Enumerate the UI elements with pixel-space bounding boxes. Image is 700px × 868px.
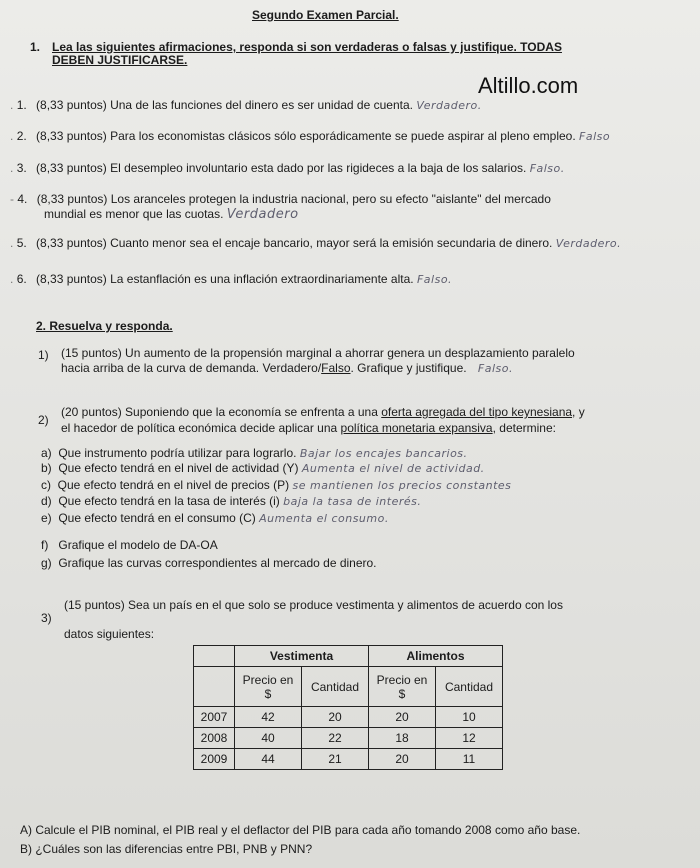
handwritten-answer: se mantienen los precios constantes — [292, 479, 512, 492]
list-item: . 1. (8,33 puntos) Una de las funciones del dinero es ser unidad de cuenta. Verdadero. — [10, 98, 482, 112]
table-cell: 42 — [235, 707, 302, 728]
handwritten-answer: Falso. — [529, 162, 565, 175]
handwritten-answer: Verdadero — [226, 207, 299, 222]
item-text: (8,33 puntos) El desempleo involuntario esta dado por las rigideces a la baja de los salarios. — [36, 161, 527, 175]
list-item: . 5. (8,33 puntos) Cuanto menor sea el encaje bancario, mayor será la emisión secundaria de dinero. Verdadero. — [10, 236, 622, 250]
table-cell: 20 — [369, 749, 436, 770]
item-number: 5. — [16, 236, 27, 250]
question-1-line2: hacia arriba de la curva de demanda. Verdadero/Falso. Grafique y justifique. Falso. — [61, 361, 514, 375]
item-text: (8,33 puntos) Cuanto menor sea el encaje bancario, mayor será la emisión secundaria de dinero. — [36, 236, 553, 250]
question-2-number: 2) — [38, 413, 49, 427]
item-text-line2: mundial es menor que las cuotas. — [44, 207, 224, 221]
subitem-c: c) Que efecto tendrá en el nivel de precios (P) se mantienen los precios constantes — [41, 478, 512, 492]
subitem-f: f) Grafique el modelo de DA-OA — [41, 538, 218, 552]
table-row — [194, 749, 503, 770]
question-2-line2: el hacedor de política económica decide aplicar una política monetaria expansiva, determine: — [61, 421, 556, 435]
question-1-line1: (15 puntos) Un aumento de la propensión marginal a ahorrar genera un desplazamiento paralelo — [61, 346, 575, 360]
item-text: (8,33 puntos) La estanflación es una inflación extraordinariamente alta. — [36, 272, 414, 286]
subitem-b: b) Que efecto tendrá en el nivel de actividad (Y) Aumenta el nivel de actividad. — [41, 461, 485, 475]
section2-heading: 2. Resuelva y responda. — [36, 319, 173, 333]
table-group-header: Vestimenta — [235, 646, 369, 667]
table-corner-cell — [194, 646, 235, 667]
table-cell: 44 — [235, 749, 302, 770]
price-quantity-table — [193, 645, 503, 770]
question-3-line1: (15 puntos) Sea un país en el que solo se produce vestimenta y alimentos de acuerdo con los — [64, 598, 563, 612]
item-text: (8,33 puntos) Para los economistas clásicos sólo esporádicamente se puede aspirar al pleno empleo. — [36, 129, 576, 143]
question-3-line2: datos siguientes: — [64, 627, 155, 641]
section1-heading-line2: DEBEN JUSTIFICARSE. — [52, 53, 188, 67]
list-item: . 3. (8,33 puntos) El desempleo involuntario esta dado por las rigideces a la baja de los salarios. Falso. — [10, 161, 565, 175]
handwritten-answer: Falso. — [416, 273, 453, 286]
table-cell: 20 — [369, 707, 436, 728]
table-sub-header-row — [194, 667, 503, 707]
subitem-g: g) Grafique las curvas correspondientes al mercado de dinero. — [41, 556, 377, 570]
table-cell: 22 — [302, 728, 369, 749]
table-group-header: Alimentos — [369, 646, 503, 667]
table-year-cell: 2008 — [194, 728, 235, 749]
subitem-a: a) Que instrumento podría utilizar para lograrlo. Bajar los encajes bancarios. — [41, 446, 468, 460]
handwritten-answer: baja la tasa de interés. — [283, 495, 422, 508]
table-corner-cell — [194, 667, 235, 707]
section1-heading-line1: Lea las siguientes afirmaciones, responda si son verdaderas o falsas y justifique. TODAS — [52, 40, 562, 54]
table-year-cell: 2009 — [194, 749, 235, 770]
table-cell: 40 — [235, 728, 302, 749]
table-cell: 11 — [436, 749, 503, 770]
watermark-logo: Altillo.com — [478, 73, 579, 98]
table-group-header-row — [194, 646, 503, 667]
question-3-part-a: A) Calcule el PIB nominal, el PIB real y el deflactor del PIB para cada año tomando 2008 como año base. — [20, 823, 581, 837]
list-item: . 6. (8,33 puntos) La estanflación es una inflación extraordinariamente alta. Falso. — [10, 272, 453, 286]
subitem-e: e) Que efecto tendrá en el consumo (C) Aumenta el consumo. — [41, 511, 389, 525]
handwritten-answer: Aumenta el consumo. — [259, 512, 389, 525]
handwritten-answer: Bajar los encajes bancarios. — [299, 447, 468, 460]
item-text: (8,33 puntos) Los aranceles protegen la industria nacional, pero su efecto "aislante" del mercado — [36, 192, 551, 206]
table-cell: 21 — [302, 749, 369, 770]
underlined-falso: Falso — [321, 361, 351, 375]
question-3-number: 3) — [41, 611, 52, 625]
item-number: 4. — [17, 192, 28, 206]
list-item: - 4. (8,33 puntos) Los aranceles protegen la industria nacional, pero su efecto "aislante" del mercado — [10, 192, 551, 206]
handwritten-answer: Aumenta el nivel de actividad. — [301, 462, 485, 475]
section1-number: 1. — [30, 40, 41, 54]
item-number: 6. — [16, 272, 27, 286]
list-item: . 2. (8,33 puntos) Para los economistas clásicos sólo esporádicamente se puede aspirar al pleno empleo. Falso — [10, 129, 611, 143]
handwritten-answer: Falso. — [477, 362, 514, 375]
question-1-number: 1) — [38, 348, 49, 362]
item-number: 3. — [16, 161, 27, 175]
list-item-continuation — [44, 207, 299, 222]
table-sub-header: Precio en $ — [235, 667, 302, 707]
item-number: 1. — [16, 98, 27, 112]
table-cell: 18 — [369, 728, 436, 749]
question-2-line1: (20 puntos) Suponiendo que la economía se enfrenta a una oferta agregada del tipo keynesiana, y — [61, 405, 585, 419]
table-row — [194, 707, 503, 728]
table-cell: 12 — [436, 728, 503, 749]
table-year-cell: 2007 — [194, 707, 235, 728]
exam-title: Segundo Examen Parcial. — [252, 8, 399, 22]
subitem-d: d) Que efecto tendrá en la tasa de interés (i) baja la tasa de interés. — [41, 494, 422, 508]
table-cell: 10 — [436, 707, 503, 728]
question-3-part-b: B) ¿Cuáles son las diferencias entre PBI, PNB y PNN? — [20, 842, 313, 856]
table-cell: 20 — [302, 707, 369, 728]
table-sub-header: Cantidad — [302, 667, 369, 707]
item-number: 2. — [16, 129, 27, 143]
handwritten-answer: Verdadero. — [416, 99, 482, 112]
item-text: (8,33 puntos) Una de las funciones del dinero es ser unidad de cuenta. — [36, 98, 413, 112]
table-sub-header: Cantidad — [436, 667, 503, 707]
table-sub-header: Precio en $ — [369, 667, 436, 707]
table-row — [194, 728, 503, 749]
handwritten-answer: Falso — [579, 130, 611, 143]
handwritten-answer: Verdadero. — [555, 237, 622, 250]
